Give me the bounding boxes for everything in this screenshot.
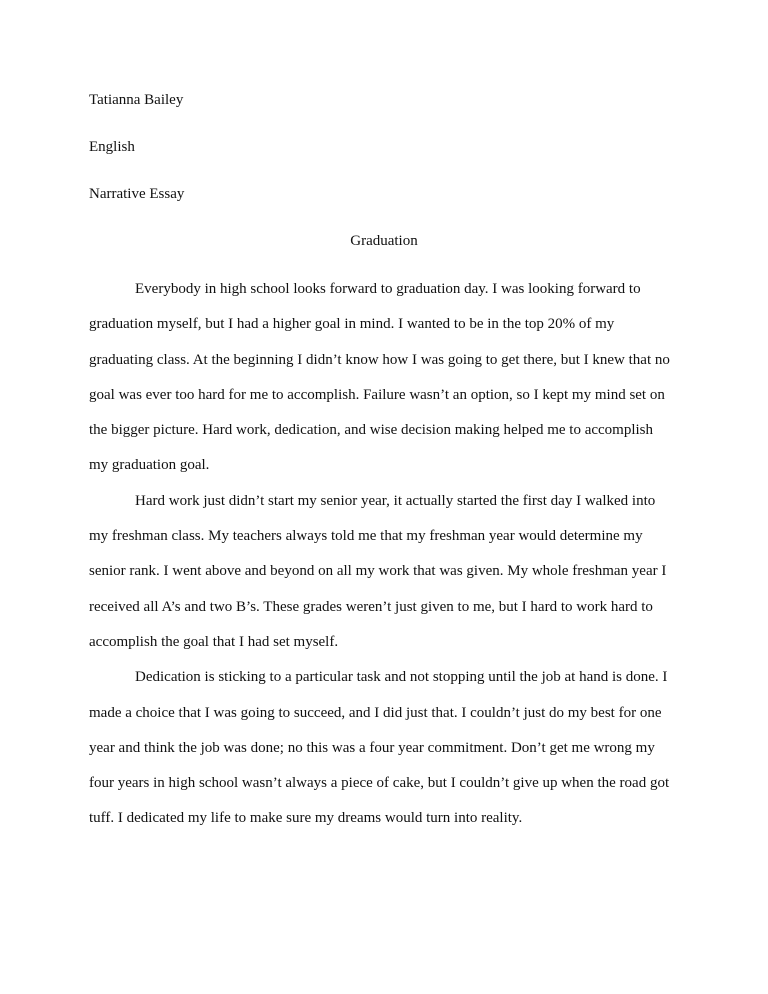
essay-header [89, 88, 689, 229]
paragraph-2 [89, 489, 684, 654]
assignment-type: Narrative Essay [89, 186, 185, 202]
paragraph-line: Everybody in high school looks forward to graduation day. I was looking forward to [135, 281, 641, 297]
paragraph-line: accomplish the goal that I had set myself. [89, 633, 339, 650]
paragraph-line: my freshman class. My teachers always told me that my freshman year would determine my [89, 528, 643, 545]
paragraph-line: received all A’s and two B’s. These grades weren’t just given to me, but I hard to work hard to [89, 598, 653, 615]
essay-title: Graduation [350, 233, 418, 249]
paragraph-line: tuff. I dedicated my life to make sure my dreams would turn into reality. [89, 810, 523, 827]
paragraph-line: graduation myself, but I had a higher goal in mind. I wanted to be in the top 20% of my [89, 316, 615, 333]
paragraph-line: made a choice that I was going to succeed, and I did just that. I couldn’t just do my best for one [89, 704, 662, 721]
paragraph-line: the bigger picture. Hard work, dedication, and wise decision making helped me to accomplish [89, 422, 654, 439]
author-name: Tatianna Bailey [89, 92, 184, 108]
paragraph-line: Hard work just didn’t start my senior year, it actually started the first day I walked into [135, 492, 656, 509]
paragraph-line: goal was ever too hard for me to accomplish. Failure wasn’t an option, so I kept my mind set on [89, 386, 665, 403]
paragraph-line: four years in high school wasn’t always a piece of cake, but I couldn’t give up when the road got [89, 775, 670, 792]
course-name: English [89, 139, 135, 155]
paragraph-line: my graduation goal. [89, 457, 210, 474]
paragraph-line: senior rank. I went above and beyond on all my work that was given. My whole freshman year I [89, 563, 667, 580]
paragraph-line: year and think the job was done; no this was a four year commitment. Don’t get me wrong my [89, 739, 655, 756]
paragraph-line: Dedication is sticking to a particular task and not stopping until the job at hand is done. I [135, 669, 668, 686]
essay-body [89, 277, 684, 842]
paragraph-3 [89, 665, 684, 830]
paragraph-1 [89, 277, 684, 477]
paragraph-line: graduating class. At the beginning I didn’t know how I was going to get there, but I knew that no [89, 351, 670, 368]
